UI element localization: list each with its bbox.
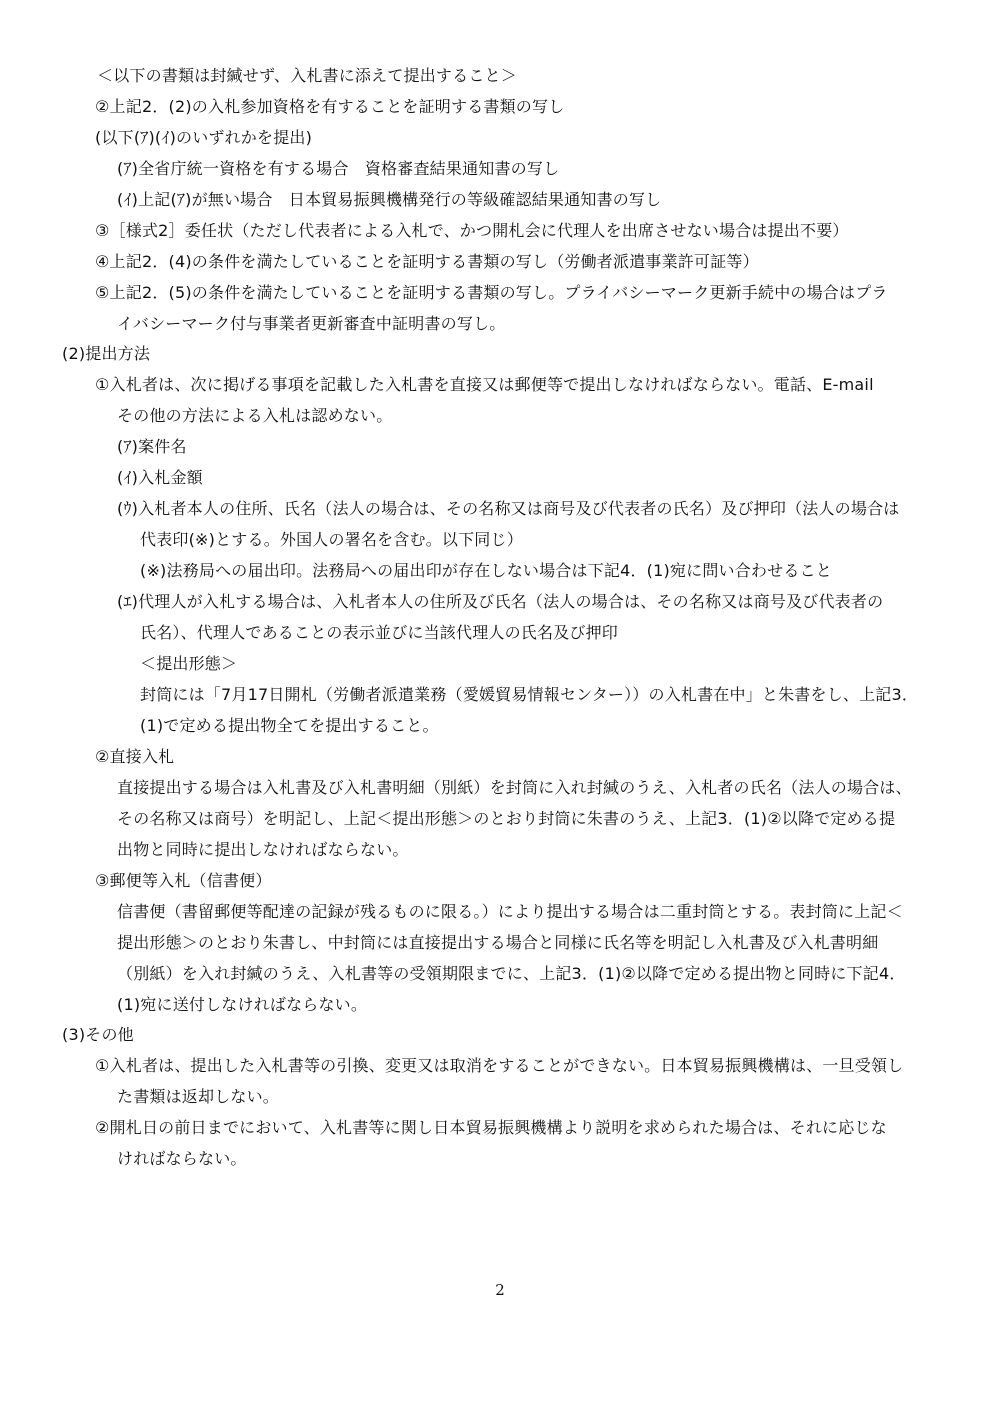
page-number: 2	[495, 1281, 505, 1299]
text-line: （別紙）を入れ封緘のうえ、入札書等の受領期限までに、上記3．(1)②以降で定める提出物と同時に下記4．	[117, 964, 906, 983]
text-line: 代表印(※)とする。外国人の署名を含む。以下同じ）	[140, 530, 523, 549]
text-line: ＜提出形態＞	[140, 654, 238, 673]
text-line: ②上記2．(2)の入札参加資格を有することを証明する書類の写し	[95, 97, 565, 116]
text-line: ①入札者は、次に掲げる事項を記載した入札書を直接又は郵便等で提出しなければならない。電話、E-mail	[95, 375, 874, 394]
text-line: (※)法務局への届出印。法務局への届出印が存在しない場合は下記4．(1)宛に問い合わせること	[140, 561, 832, 580]
text-line: (以下(ｱ)(ｲ)のいずれかを提出)	[95, 128, 313, 147]
text-line: (1)で定める提出物全てを提出すること。	[140, 716, 439, 735]
text-line: その名称又は商号）を明記し、上記＜提出形態＞のとおり封筒に朱書のうえ、上記3．(1)②以降で定める提	[117, 809, 896, 828]
subsection-heading: ②直接入札	[95, 747, 175, 766]
subsection-heading: ③郵便等入札（信書便）	[95, 871, 272, 890]
text-line: (ｴ)代理人が入札する場合は、入札者本人の住所及び氏名（法人の場合は、その名称又は商号及び代表者の	[117, 592, 884, 611]
text-line: (ｲ)上記(ｱ)が無い場合 日本貿易振興機構発行の等級確認結果通知書の写し	[117, 190, 662, 209]
text-line: 氏名）、代理人であることの表示並びに当該代理人の氏名及び押印	[140, 623, 619, 642]
text-line: ④上記2．(4)の条件を満たしていることを証明する書類の写し（労働者派遣事業許可証等）	[95, 252, 759, 271]
text-line: (1)宛に送付しなければならない。	[117, 995, 368, 1014]
text-line: ③［様式2］委任状（ただし代表者による入札で、かつ開札会に代理人を出席させない場合は提出不要）	[95, 221, 849, 240]
text-line: (ｱ)全省庁統一資格を有する場合 資格審査結果通知書の写し	[117, 159, 560, 178]
text-line: ②開札日の前日までにおいて、入札書等に関し日本貿易振興機構より説明を求められた場合は、それに応じな	[95, 1118, 887, 1137]
text-line: 信書便（書留郵便等配達の記録が残るものに限る。）により提出する場合は二重封筒とする。表封筒に上記＜	[117, 902, 903, 921]
text-line: (ｱ)案件名	[117, 437, 187, 456]
text-line: 直接提出する場合は入札書及び入札書明細（別紙）を封筒に入れ封緘のうえ、入札者の氏名（法人の場合は、	[117, 778, 912, 797]
section-heading: (3)その他	[62, 1025, 134, 1044]
text-line: ＜以下の書類は封緘せず、入札書に添えて提出すること＞	[97, 66, 517, 85]
text-line: ①入札者は、提出した入札書等の引換、変更又は取消をすることができない。日本貿易振興機構は、一旦受領し	[95, 1056, 904, 1075]
text-line: イバシーマーク付与事業者更新審査中証明書の写し。	[117, 314, 506, 333]
text-line: ければならない。	[117, 1149, 247, 1168]
text-line: 出物と同時に提出しなければならない。	[117, 840, 409, 859]
text-line: (ｲ)入札金額	[117, 468, 203, 487]
text-line: その他の方法による入札は認めない。	[117, 406, 393, 425]
text-line: 提出形態＞のとおり朱書し、中封筒には直接提出する場合と同様に氏名等を明記し入札書及び入札書明細	[117, 933, 879, 952]
text-line: (ｳ)入札者本人の住所、氏名（法人の場合は、その名称又は商号及び代表者の氏名）及び押印（法人の場合は	[117, 499, 900, 518]
text-line: た書類は返却しない。	[117, 1087, 280, 1106]
text-line: 封筒には「7月17日開札（労働者派遣業務（愛媛貿易情報センター））の入札書在中」と朱書をし、上記3．	[140, 685, 919, 704]
text-line: ⑤上記2．(5)の条件を満たしていることを証明する書類の写し。プライバシーマーク更新手続中の場合はプラ	[95, 283, 888, 302]
section-heading: (2)提出方法	[62, 344, 151, 363]
